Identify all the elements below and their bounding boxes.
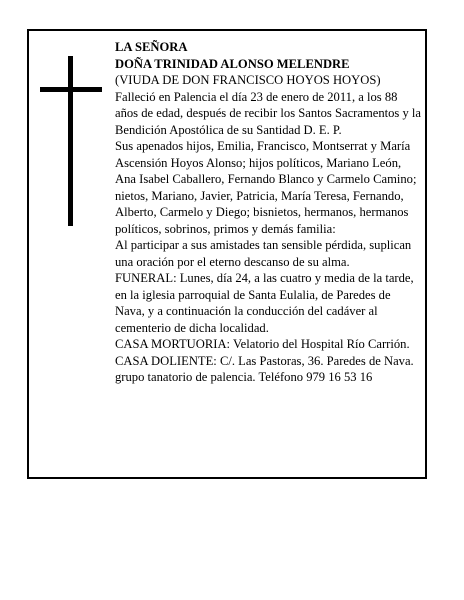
cross-icon-bar <box>40 87 102 92</box>
obituary-text <box>115 39 421 386</box>
widow-line: (VIUDA DE DON FRANCISCO HOYOS HOYOS) <box>115 73 381 87</box>
deceased-name: DOÑA TRINIDAD ALONSO MELENDRE <box>115 56 350 71</box>
footer-contact: grupo tanatorio de palencia. Teléfono 979 16 53 16 <box>115 370 373 384</box>
family-paragraph: Sus apenados hijos, Emilia, Francisco, Montserrat y María Ascensión Hoyos Alonso; hijos políticos, Mariano León, Ana Isabel Caballero, Fernando Blanco y Carmelo Camino; nietos, Mariano, Javier, Patricia, María Teresa, Fernando, Alberto, Carmelo y Diego; bisnietos, hermanos, hermanos políticos, sobrinos, primos y demás familia: <box>115 139 417 236</box>
casa-doliente: CASA DOLIENTE: C/. Las Pastoras, 36. Paredes de Nava. <box>115 353 414 368</box>
cross-icon <box>68 56 73 226</box>
funeral-info: FUNERAL: Lunes, día 24, a las cuatro y media de la tarde, en la iglesia parroquial de Santa Eulalia, de Paredes de Nava, y a continuación la conducción del cadáver al cementerio de dicha localidad. <box>115 271 414 335</box>
obituary-card <box>27 29 427 479</box>
obituary-title: LA SEÑORA <box>115 40 188 54</box>
prayer-request: Al participar a sus amistades tan sensible pérdida, suplican una oración por el eterno descanso de su alma. <box>115 238 412 269</box>
casa-mortuoria: CASA MORTUORIA: Velatorio del Hospital Río Carrión. <box>115 337 410 351</box>
death-paragraph: Falleció en Palencia el día 23 de enero de 2011, a los 88 años de edad, después de recibir los Santos Sacramentos y la Bendición Apostólica de su Santidad D. E. P. <box>115 89 422 137</box>
